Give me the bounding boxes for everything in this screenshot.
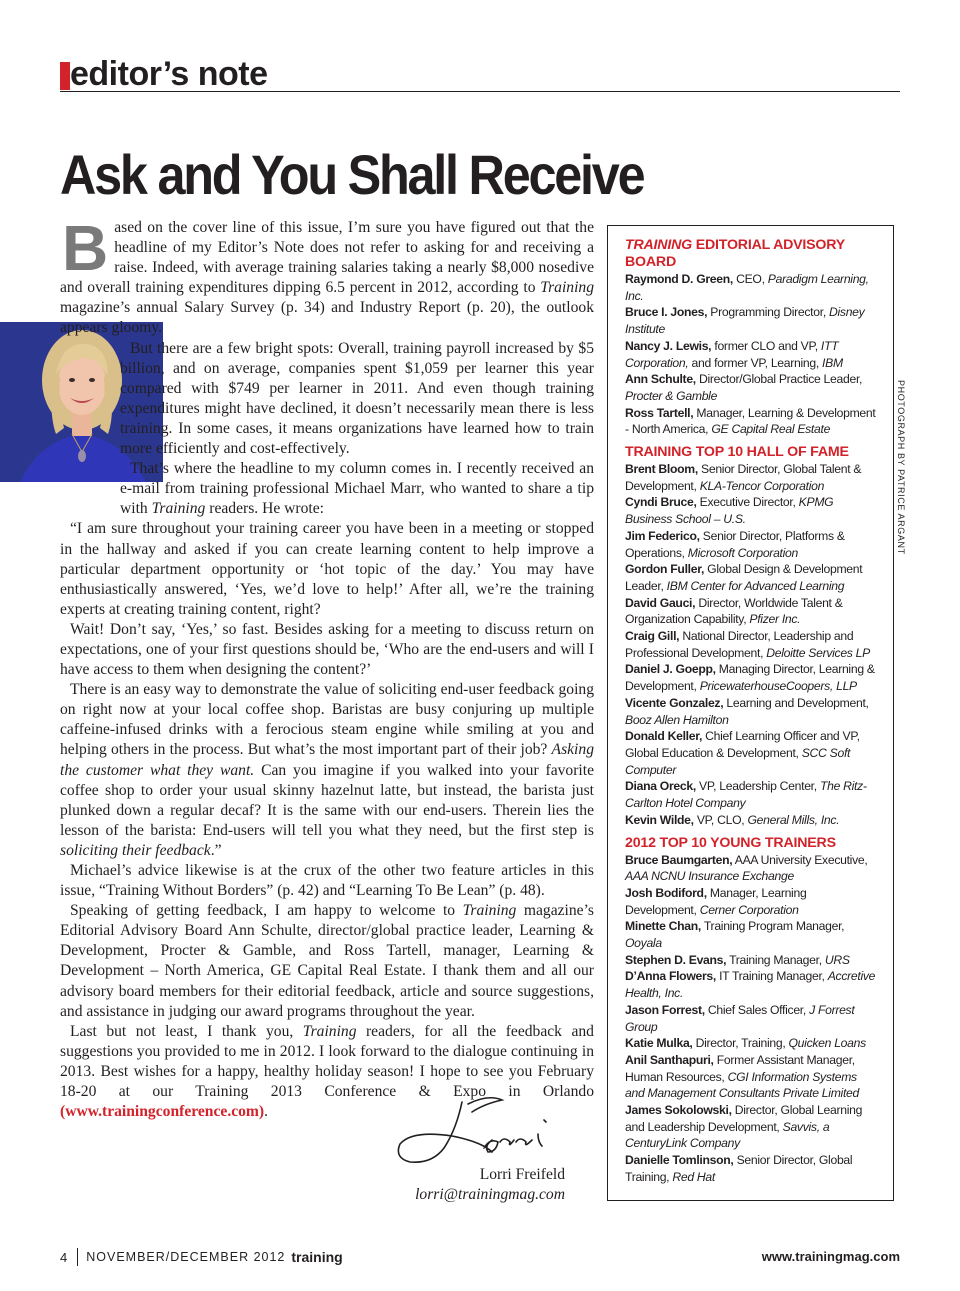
sidebar-entry xyxy=(625,1102,879,1152)
article-paragraph: Michael’s advice likewise is at the crux of the other two feature articles in this issue, “Training Without Borders” (p. 42) and “Learning To Be Lean” (p. 48). xyxy=(60,862,594,900)
entry-org: Pfizer Inc. xyxy=(749,612,801,627)
entry-role: VP, Leadership Center, xyxy=(695,779,820,794)
photo-wrap-space xyxy=(0,343,114,503)
entry-name: Josh Bodiford, xyxy=(625,885,707,900)
article-paragraph: Wait! Don’t say, ‘Yes,’ so fast. Besides asking for a meeting to discuss return on expectations, one of your first questions should be, ‘Who are the end-users and will I have access to them when designing the content?’ xyxy=(60,620,594,679)
article-paragraph: Last but not least, I thank you, Training readers, for all the feedback and suggestions you provided to me in 2012. I look forward to the dialogue continuing in 2013. Best wishes for a happy, healthy holiday season! I hope to see you February 18-20 at our Training 2013 Conference & Expo in Orlando (www.trainingconference.com). xyxy=(60,1022,594,1121)
entry-org: ITT Corporation, xyxy=(625,338,839,370)
board-title: TRAINING EDITORIAL ADVISORY BOARD xyxy=(625,237,845,270)
entry-name: David Gauci, xyxy=(625,595,696,610)
hall-of-fame-title: TRAINING TOP 10 HALL OF FAME xyxy=(625,444,849,461)
entry-role: National Director, Leadership and Professional Development, xyxy=(625,629,854,660)
entry-role: AAA University Executive, xyxy=(732,852,868,867)
entry-org: KPMG Business School – U.S. xyxy=(625,495,834,527)
sidebar-entry xyxy=(625,494,879,527)
conference-link[interactable]: (www.trainingconference.com) xyxy=(60,1103,265,1121)
article-paragraph: Based on the cover line of this issue, I’m sure you have figured out that the headline of my Editor’s Note does not refer to asking for and receiving a raise. Indeed, with average training salaries taking a nearly $8,000 nosedive and overall training expenditures dipping 6.5 percent in 2012, according to Training magazine’s annual Salary Survey (p. 34) and Industry Report (p. 20), the outlook appears gloomy. xyxy=(60,212,594,337)
sidebar-entry xyxy=(625,271,879,304)
article-paragraph: But there are a few bright spots: Overall, training payroll increased by $5 billion, and on average, companies spent $1,059 per learner this year compared with $749 per learner in 2011. And even though training expenditures might have declined, it doesn’t necessarily mean there is less training. In some cases, it means organizations have learned how to train more efficiently and cost-effectively. xyxy=(120,339,594,458)
entry-role: Executive Director, xyxy=(696,495,799,510)
entry-org: KLA-Tencor Corporation xyxy=(699,478,825,493)
entry-role: Director, Training, xyxy=(692,1036,789,1051)
sidebar-entry xyxy=(625,952,879,969)
entry-name: Raymond D. Green, xyxy=(625,272,733,286)
entry-role: Senior Director, Global Talent & Development, xyxy=(625,462,862,493)
entry-name: Danielle Tomlinson, xyxy=(625,1153,734,1168)
sidebar-entry xyxy=(625,918,879,951)
entry-name: Jim Federico, xyxy=(625,528,700,543)
page-number: 4 xyxy=(60,1249,68,1265)
entry-org: Cerner Corporation xyxy=(699,902,799,917)
entry-name: Gordon Fuller, xyxy=(625,562,705,577)
entry-org: Disney Institute xyxy=(625,305,865,337)
article-body xyxy=(60,212,594,1122)
entry-name: Anil Santhapuri, xyxy=(625,1052,714,1067)
entry-org: PricewaterhouseCoopers, LLP xyxy=(699,679,857,694)
entry-org: General Mills, Inc. xyxy=(747,812,840,827)
young-trainers-list xyxy=(625,852,879,1186)
entry-org2: IBM xyxy=(822,355,843,370)
magazine-name: training xyxy=(291,1249,343,1265)
entry-name: Cyndi Bruce, xyxy=(625,495,697,510)
entry-name: Bruce I. Jones, xyxy=(625,305,708,320)
entry-role: Chief Learning Officer and VP, Global Education & Development, xyxy=(625,729,860,760)
young-trainers-title: 2012 TOP 10 YOUNG TRAINERS xyxy=(625,834,836,851)
entry-role: Manager, Learning & Development - North America, xyxy=(625,405,876,437)
entry-name: Katie Mulka, xyxy=(625,1036,693,1051)
entry-org: Deloitte Services LP xyxy=(766,645,870,660)
entry-role: VP, CLO, xyxy=(693,812,748,827)
sidebar-entry xyxy=(625,728,879,778)
sidebar-entry xyxy=(625,461,879,494)
issue-date: NOVEMBER/DECEMBER 2012 xyxy=(86,1250,286,1264)
entry-org: Paradigm Learning, Inc. xyxy=(625,272,869,303)
entry-role: Director, Global Learning and Leadership Development, xyxy=(625,1103,863,1134)
sidebar-entry xyxy=(625,1052,879,1102)
entry-org: Procter & Gamble xyxy=(625,388,718,403)
article-paragraph: Speaking of getting feedback, I am happy to welcome to Training magazine’s Editorial Advisory Board Ann Schulte, director/global practice leader, Learning & Development, Procter & Gamble, and Ross Tartell, manager, Learning & Development – North America, GE Capital Real Estate. I thank them and all our advisory board members for their editorial feedback, article and source suggestions, and assistance in judging our award programs throughout the year. xyxy=(60,902,594,1020)
sidebar-entry xyxy=(625,1152,879,1185)
photo-credit: PHOTOGRAPH BY PATRICE ARGANT xyxy=(896,380,906,555)
entry-name: Ross Tartell, xyxy=(625,405,694,420)
website-link[interactable]: www.trainingmag.com xyxy=(761,1249,900,1264)
advisory-sidebar xyxy=(607,225,894,1201)
sidebar-entry xyxy=(625,852,879,885)
board-list xyxy=(625,271,879,438)
sidebar-entry xyxy=(625,1035,879,1052)
sidebar-entry xyxy=(625,595,879,628)
entry-org: CGI Information Systems and Management Consultants Private Limited xyxy=(625,1069,859,1101)
entry-role: former CLO and VP, xyxy=(711,338,821,353)
entry-name: Vicente Gonzalez, xyxy=(625,695,724,710)
section-label: editor’s note xyxy=(70,55,268,93)
sidebar-entry xyxy=(625,304,879,337)
article-paragraph: That’s where the headline to my column comes in. I recently received an e-mail from training professional Michael Marr, who wanted to share a tip with Training readers. He wrote: xyxy=(120,460,594,518)
entry-org: The Ritz-Carlton Hotel Company xyxy=(625,779,867,811)
entry-role: Manager, Learning Development, xyxy=(625,885,807,917)
sidebar-entry xyxy=(625,885,879,918)
sidebar-entry xyxy=(625,528,879,561)
signature-icon xyxy=(392,1090,582,1170)
entry-name: Donald Keller, xyxy=(625,729,703,744)
signature-name: Lorri Freifeld xyxy=(479,1166,565,1183)
section-accent-block xyxy=(60,62,70,90)
entry-role: Training Program Manager, xyxy=(701,919,845,934)
entry-org: Microsoft Corporation xyxy=(687,545,798,560)
entry-org: Ooyala xyxy=(625,936,662,951)
drop-cap: B xyxy=(62,212,109,284)
signature-email[interactable]: lorri@trainingmag.com xyxy=(415,1186,565,1203)
entry-role: CEO, xyxy=(733,272,768,286)
sidebar-entry xyxy=(625,968,879,1001)
entry-org: Red Hat xyxy=(672,1169,715,1184)
entry-org: GE Capital Real Estate xyxy=(711,422,831,437)
entry-name: Diana Oreck, xyxy=(625,779,696,794)
entry-org: Booz Allen Hamilton xyxy=(625,712,729,727)
sidebar-entry xyxy=(625,371,879,404)
entry-org: Accretive Health, Inc. xyxy=(625,969,876,1001)
article-paragraph: There is an easy way to demonstrate the value of soliciting end-user feedback going on right now at your local coffee shop. Baristas are busy conjuring up multiple caffeine-infused drinks with a ferocious steam engine while smiling at you and helping others in the process. But what’s the most important part of their job? Asking the customer what they want. Can you imagine if you walked into your favorite coffee shop to order your usual skinny hazelnut latte, but instead, the barista just plunked down a regular decaf? It is the same with our end-users. Therein lies the lesson of the barista: End-users will tell you what they need, but the first step is soliciting their feedback.” xyxy=(60,681,594,859)
entry-name: Minette Chan, xyxy=(625,919,701,934)
entry-role2: and former VP, Learning, xyxy=(688,355,823,370)
entry-name: Bruce Baumgarten, xyxy=(625,852,733,867)
entry-name: Ann Schulte, xyxy=(625,372,696,387)
sidebar-entry xyxy=(625,661,879,694)
footer-left xyxy=(60,1247,343,1267)
entry-role: Senior Director, Platforms & Operations, xyxy=(625,528,845,560)
entry-role: Programming Director, xyxy=(707,305,829,320)
entry-org: URS xyxy=(824,952,850,967)
sidebar-entry xyxy=(625,405,879,438)
entry-role: Former Assistant Manager, Human Resources, xyxy=(625,1052,855,1084)
entry-role: Managing Director, Learning & Development, xyxy=(625,662,875,694)
entry-org: Quicken Loans xyxy=(788,1036,866,1051)
sidebar-entry xyxy=(625,695,879,728)
sidebar-entry xyxy=(625,628,879,661)
entry-role: Senior Director, Global Training, xyxy=(625,1153,853,1184)
entry-name: Daniel J. Goepp, xyxy=(625,662,716,677)
entry-name: Craig Gill, xyxy=(625,629,680,644)
section-header xyxy=(60,55,900,93)
entry-role: Director, Worldwide Talent & Organization Capability, xyxy=(625,595,843,627)
entry-org: Savvis, a CenturyLink Company xyxy=(625,1119,830,1151)
entry-role: Training Manager, xyxy=(726,952,825,967)
hall-of-fame-list xyxy=(625,461,879,828)
entry-role: Chief Sales Officer, xyxy=(704,1002,810,1017)
entry-role: Director/Global Practice Leader, xyxy=(695,372,863,387)
entry-name: Jason Forrest, xyxy=(625,1002,705,1017)
sidebar-entry xyxy=(625,1002,879,1035)
headline: Ask and You Shall Receive xyxy=(60,143,644,206)
sidebar-entry xyxy=(625,338,879,371)
entry-name: Kevin Wilde, xyxy=(625,812,694,827)
entry-name: James Sokolowski, xyxy=(625,1103,732,1118)
article-paragraph: “I am sure throughout your training career you have been in a meeting or stopped in the hallway and asked if you can create learning content to help improve a particular department opportunity or ‘hot topic of the day.’ You may have enthusiastically answered, ‘Yes, we’d love to help!’ After all, we’re the training experts at creating training content, right? xyxy=(60,520,594,618)
entry-role: Global Design & Development Leader, xyxy=(625,562,863,593)
entry-org: J Forrest Group xyxy=(625,1002,855,1034)
entry-org: IBM Center for Advanced Learning xyxy=(666,578,845,593)
entry-role: IT Training Manager, xyxy=(715,969,828,984)
entry-role: Learning and Development, xyxy=(723,695,869,710)
entry-name: Stephen D. Evans, xyxy=(625,952,727,967)
entry-org: SCC Soft Computer xyxy=(625,745,851,777)
sidebar-entry xyxy=(625,561,879,594)
sidebar-entry xyxy=(625,778,879,811)
sidebar-entry xyxy=(625,812,879,829)
entry-name: D’Anna Flowers, xyxy=(625,969,716,984)
footer-divider xyxy=(77,1248,78,1266)
entry-name: Brent Bloom, xyxy=(625,462,698,477)
entry-org: AAA NCNU Insurance Exchange xyxy=(625,869,794,884)
entry-name: Nancy J. Lewis, xyxy=(625,338,712,353)
